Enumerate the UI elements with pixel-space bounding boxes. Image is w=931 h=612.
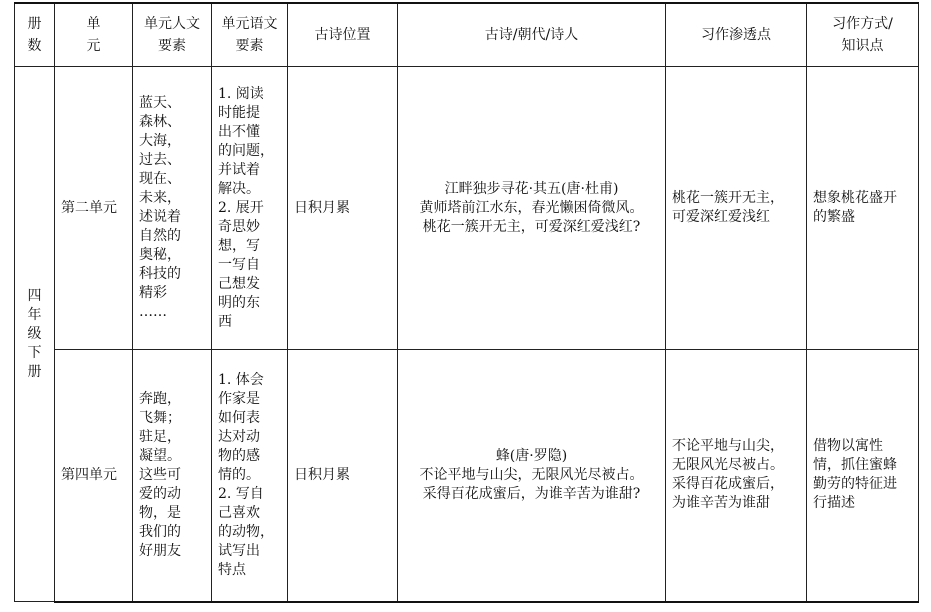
language-cell: 1. 体会 作家是 如何表 达对动 物的感 情的。 2. 写自 己喜欢 的动物， 试写出 特点 xyxy=(212,350,288,602)
poem-info-cell: 蜂(唐·罗隐) 不论平地与山尖，无限风光尽被占。 采得百花成蜜后，为谁辛苦为谁甜? xyxy=(398,350,666,602)
header-poem-location: 古诗位置 xyxy=(288,3,398,67)
table-row xyxy=(15,67,919,350)
language-cell: 1. 阅读 时能提 出不懂 的问题， 并试着 解决。 2. 展开 奇思妙 想，写 一写自 己想发 明的东 西 xyxy=(212,67,288,350)
curriculum-table xyxy=(14,2,919,603)
header-unit: 单 元 xyxy=(55,3,133,67)
header-book: 册 数 xyxy=(15,3,55,67)
humanities-cell: 奔跑， 飞舞； 驻足， 凝望。 这些可 爱的动 物，是 我们的 好朋友 xyxy=(133,350,212,602)
unit-cell: 第二单元 xyxy=(55,67,133,350)
header-writing-point: 习作渗透点 xyxy=(666,3,807,67)
table-row xyxy=(15,350,919,602)
poem-location-cell: 日积月累 xyxy=(288,67,398,350)
poem-location-cell: 日积月累 xyxy=(288,350,398,602)
header-writing-method: 习作方式/ 知识点 xyxy=(807,3,919,67)
writing-method-cell: 想象桃花盛开 的繁盛 xyxy=(807,67,919,350)
unit-cell: 第四单元 xyxy=(55,350,133,602)
writing-point-cell: 不论平地与山尖， 无限风光尽被占。 采得百花成蜜后， 为谁辛苦为谁甜 xyxy=(666,350,807,602)
header-poem-info: 古诗/朝代/诗人 xyxy=(398,3,666,67)
poem-info-cell: 江畔独步寻花·其五(唐·杜甫) 黄师塔前江水东，春光懒困倚微风。 桃花一簇开无主，可爱深红爱浅红? xyxy=(398,67,666,350)
humanities-cell: 蓝天、 森林、 大海， 过去、 现在、 未来， 述说着 自然的 奥秘， 科技的 精彩 …… xyxy=(133,67,212,350)
writing-method-cell: 借物以寓性 情，抓住蜜蜂 勤劳的特征进 行描述 xyxy=(807,350,919,602)
writing-point-cell: 桃花一簇开无主， 可爱深红爱浅红 xyxy=(666,67,807,350)
header-humanities: 单元人文 要素 xyxy=(133,3,212,67)
grade-cell: 四 年 级 下 册 xyxy=(15,67,55,602)
header-language: 单元语文 要素 xyxy=(212,3,288,67)
header-row xyxy=(15,3,919,67)
